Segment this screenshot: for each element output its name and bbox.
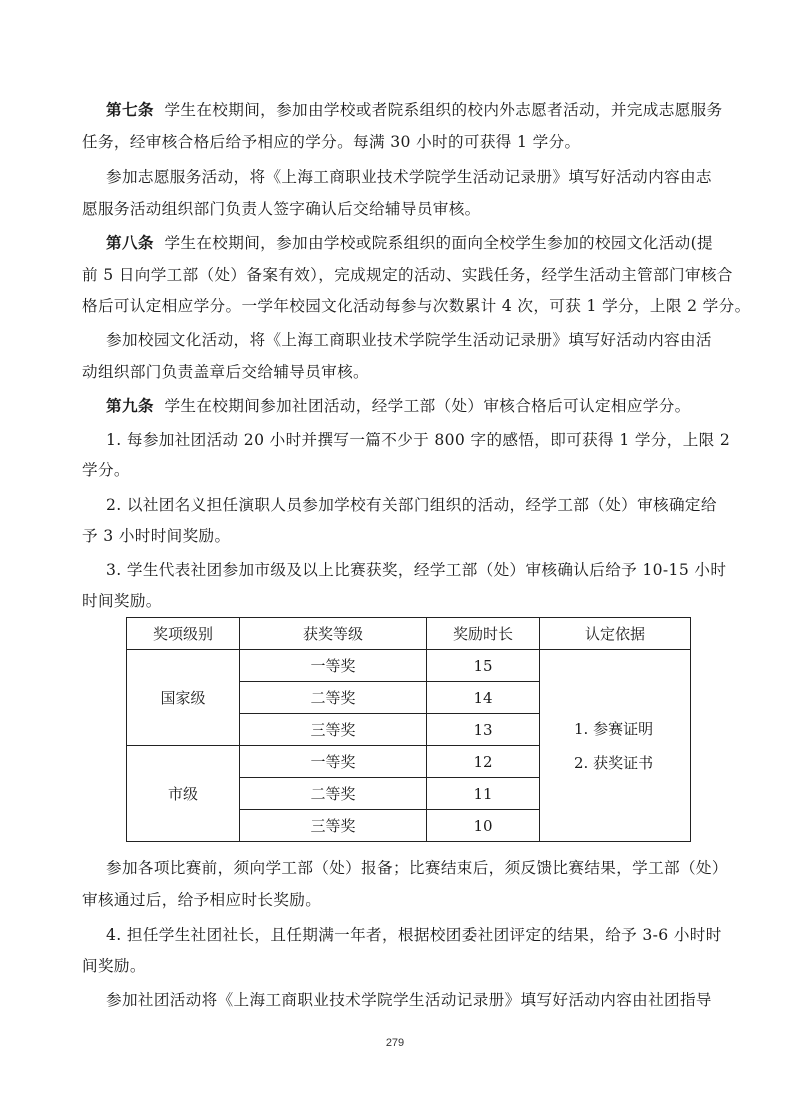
- article8-line2: 前 5 日向学工部（处）备案有效），完成规定的活动、实践任务，经学生活动主管部门审核合: [82, 266, 733, 284]
- grade-cell: 一等奖: [240, 746, 427, 778]
- grade-cell: 三等奖: [240, 810, 427, 842]
- award-table: [126, 617, 691, 842]
- after-table-para1-line1: 参加各项比赛前，须向学工部（处）报备；比赛结束后，须反馈比赛结果，学工部（处）: [106, 859, 728, 877]
- article8-heading: 第八条: [106, 234, 154, 252]
- hours-cell: 11: [427, 778, 540, 810]
- article7-text1: 学生在校期间，参加由学校或者院系组织的校内外志愿者活动，并完成志愿服务: [164, 101, 723, 119]
- grade-cell: 二等奖: [240, 778, 427, 810]
- header-basis: 认定依据: [540, 618, 691, 650]
- article9-item4-line1: 4. 担任学生社团社长，且任期满一年者，根据校团委社团评定的结果，给予 3-6 小时时: [106, 926, 722, 944]
- article8-line1: [106, 233, 713, 253]
- grade-cell: 一等奖: [240, 650, 427, 682]
- article9-item1-line2: 学分。: [82, 461, 130, 479]
- article8-para2-line1: 参加校园文化活动，将《上海工商职业技术学院学生活动记录册》填写好活动内容由活: [106, 331, 712, 349]
- level-cell-municipal: 市级: [127, 746, 240, 842]
- article7-para2-line1: 参加志愿服务活动，将《上海工商职业技术学院学生活动记录册》填写好活动内容由志: [106, 168, 712, 186]
- basis-item-1: 1. 参赛证明: [574, 719, 654, 738]
- article8-para2-line2: 动组织部门负责盖章后交给辅导员审核。: [82, 363, 369, 381]
- article9-heading: 第九条: [106, 397, 154, 415]
- after-table-para2-line1: 参加社团活动将《上海工商职业技术学院学生活动记录册》填写好活动内容由社团指导: [106, 991, 712, 1009]
- hours-cell: 15: [427, 650, 540, 682]
- article8-text1: 学生在校期间，参加由学校或院系组织的面向全校学生参加的校园文化活动(提: [164, 234, 713, 252]
- grade-cell: 三等奖: [240, 714, 427, 746]
- table-row: [127, 650, 691, 682]
- article9-line1: [106, 396, 691, 416]
- article7-line2: 任务，经审核合格后给予相应的学分。每满 30 小时的可获得 1 学分。: [82, 133, 581, 151]
- article7-heading: 第七条: [106, 101, 154, 119]
- article9-item2-line1: 2. 以社团名义担任演职人员参加学校有关部门组织的活动，经学工部（处）审核确定给: [106, 496, 717, 514]
- article8-line3: 格后可认定相应学分。一学年校园文化活动每参与次数累计 4 次，可获 1 学分，上限 2 学分。: [82, 297, 751, 315]
- hours-cell: 14: [427, 682, 540, 714]
- hours-cell: 10: [427, 810, 540, 842]
- article9-item2-line2: 予 3 小时时间奖励。: [82, 527, 231, 545]
- article7-line1: [106, 100, 723, 120]
- article9-item4-line2: 间奖励。: [82, 957, 146, 975]
- after-table-para1-line2: 审核通过后，给予相应时长奖励。: [82, 891, 322, 909]
- header-hours: 奖励时长: [427, 618, 540, 650]
- basis-cell: [540, 650, 691, 842]
- article9-item1-line1: 1. 每参加社团活动 20 小时并撰写一篇不少于 800 字的感悟，即可获得 1 学分，上限 2: [106, 431, 731, 449]
- hours-cell: 12: [427, 746, 540, 778]
- hours-cell: 13: [427, 714, 540, 746]
- article7-para2-line2: 愿服务活动组织部门负责人签字确认后交给辅导员审核。: [82, 200, 481, 218]
- article9-item3-line1: 3. 学生代表社团参加市级及以上比赛获奖，经学工部（处）审核确认后给予 10-15 小时: [106, 561, 727, 579]
- header-grade: 获奖等级: [240, 618, 427, 650]
- grade-cell: 二等奖: [240, 682, 427, 714]
- header-level: 奖项级别: [127, 618, 240, 650]
- article9-text1: 学生在校期间参加社团活动，经学工部（处）审核合格后可认定相应学分。: [164, 397, 691, 415]
- level-cell-national: 国家级: [127, 650, 240, 746]
- article9-item3-line2: 时间奖励。: [82, 592, 162, 610]
- table-header-row: [127, 618, 691, 650]
- basis-item-2: 2. 获奖证书: [574, 753, 654, 772]
- page-number: 279: [385, 1037, 405, 1049]
